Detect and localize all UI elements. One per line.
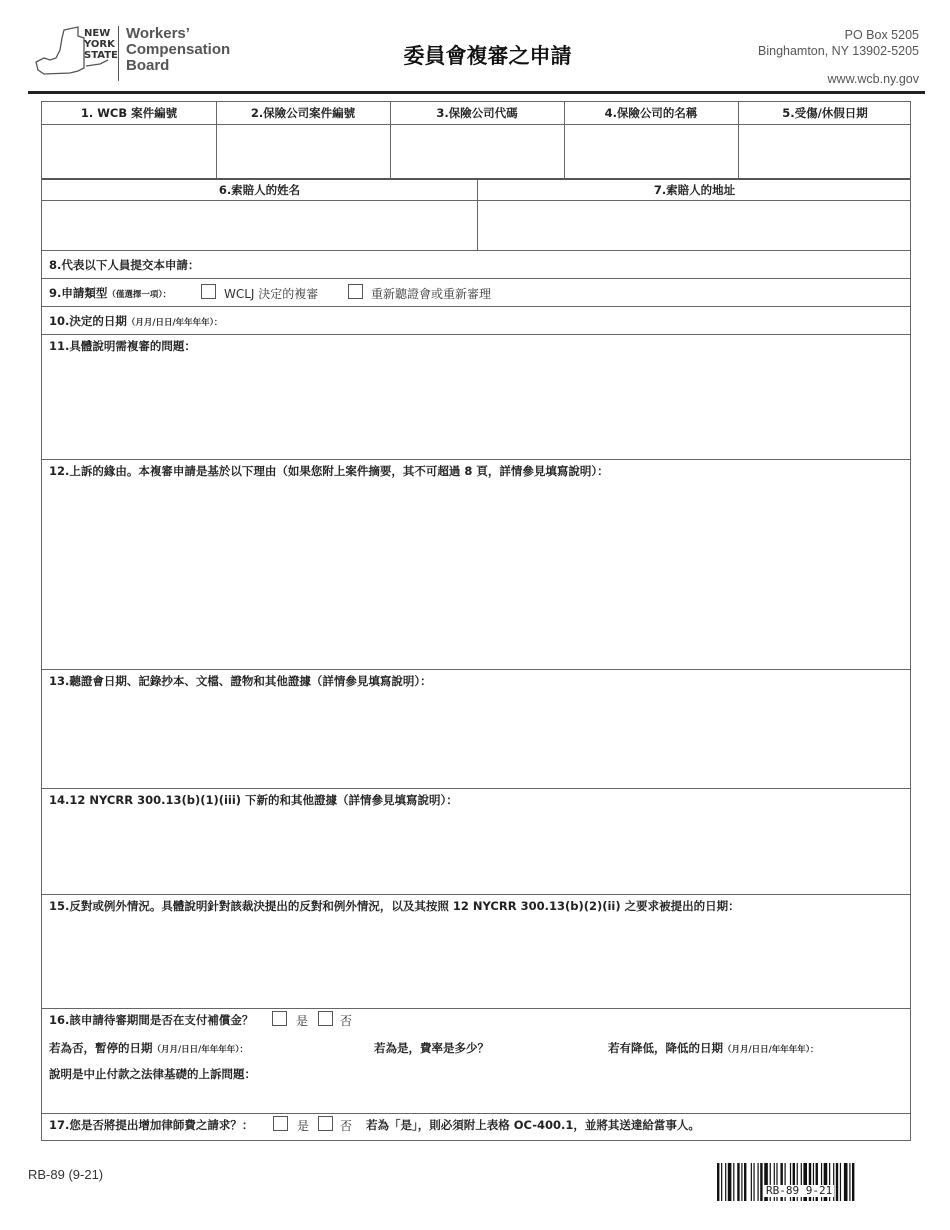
wclj-review-checkbox[interactable] bbox=[201, 284, 216, 299]
form-title: 委員會複審之申請 bbox=[403, 44, 572, 68]
objections-field[interactable] bbox=[42, 917, 912, 1008]
attorney-fee-no-label: 否 bbox=[340, 1119, 353, 1133]
field-8-label: 8.代表以下人員提交本申請： bbox=[49, 258, 200, 272]
field-12-label: 12.上訴的緣由。本複審申請是基於以下理由（如果您附上案件摘要，其不可超過 8 頁，詳情參見填寫說明）： bbox=[49, 464, 609, 478]
claimant-address-field[interactable] bbox=[478, 201, 912, 250]
col-header-claimant-name: 6.索賠人的姓名 bbox=[218, 183, 301, 197]
new-evidence-field[interactable] bbox=[42, 811, 912, 894]
field-10-label: 10.決定的日期（月月/日日/年年年年）： bbox=[49, 314, 223, 328]
compensation-no-label: 否 bbox=[340, 1014, 353, 1028]
col-header-carrier-code: 3.保險公司代碼 bbox=[436, 106, 518, 120]
attorney-fee-yes-label: 是 bbox=[297, 1119, 310, 1133]
compensation-yes-checkbox[interactable] bbox=[272, 1011, 287, 1026]
wclj-review-option-label: WCLJ 決定的複審 bbox=[224, 287, 319, 301]
field-16-label: 16.該申請待審期間是否在支付補償金？ bbox=[49, 1013, 254, 1027]
attorney-fee-yes-checkbox[interactable] bbox=[273, 1116, 288, 1131]
logo-org-name: Workers’ Compensation Board bbox=[126, 25, 231, 74]
wcb-case-number-field[interactable] bbox=[42, 125, 216, 178]
appeal-form bbox=[41, 101, 911, 1141]
suspension-date-label: 若為否，暫停的日期（月月/日日/年年年年）： bbox=[49, 1041, 248, 1055]
col-header-claimant-address: 7.索賠人的地址 bbox=[653, 183, 736, 197]
claimant-name-field[interactable] bbox=[42, 201, 477, 250]
rehearing-option-label: 重新聽證會或重新審理 bbox=[371, 287, 492, 301]
grounds-for-appeal-field[interactable] bbox=[42, 482, 912, 669]
compensation-no-checkbox[interactable] bbox=[318, 1011, 333, 1026]
col-header-injury-date: 5.受傷/休假日期 bbox=[782, 106, 868, 120]
logo-divider bbox=[118, 26, 119, 81]
mailing-address: PO Box 5205 Binghamton, NY 13902-5205 bbox=[758, 28, 919, 58]
header-divider bbox=[28, 91, 925, 94]
rehearing-checkbox[interactable] bbox=[348, 284, 363, 299]
col-header-carrier-case-number: 2.保險公司案件編號 bbox=[250, 106, 356, 120]
field-17-label: 17.您是否將提出增加律師費之請求？： bbox=[49, 1118, 254, 1132]
carrier-case-number-field[interactable] bbox=[217, 125, 390, 178]
carrier-code-field[interactable] bbox=[391, 125, 564, 178]
field-13-label: 13.聽證會日期、記錄抄本、文檔、證物和其他證據（詳情參見填寫說明）： bbox=[49, 674, 432, 688]
compensation-yes-label: 是 bbox=[296, 1014, 309, 1028]
attorney-fee-no-checkbox[interactable] bbox=[318, 1116, 333, 1131]
attorney-fee-note: 若為「是」，則必須附上表格 OC-400.1，並將其送達給當事人。 bbox=[366, 1118, 700, 1132]
rate-label: 若為是，費率是多少？ bbox=[374, 1041, 489, 1055]
form-number: RB-89 (9-21) bbox=[28, 1167, 104, 1182]
col-header-wcb-case-number: 1. WCB 案件編號 bbox=[80, 106, 178, 120]
hearing-evidence-field[interactable] bbox=[42, 692, 912, 788]
issues-for-review-field[interactable] bbox=[42, 356, 912, 459]
logo-state-text: NEW YORK STATE bbox=[84, 28, 118, 61]
field-15-label: 15.反對或例外情況。具體說明針對該裁決提出的反對和例外情況，以及其按照 12 NYCRR 300.13(b)(2)(ii) 之要求被提出的日期： bbox=[49, 899, 740, 913]
col-header-carrier-name: 4.保險公司的名稱 bbox=[604, 106, 698, 120]
field-9-label: 9.申請類型（僅選擇一項）： bbox=[49, 286, 172, 300]
carrier-name-field[interactable] bbox=[565, 125, 738, 178]
barcode-text: RB-89 9-21 bbox=[766, 1184, 833, 1197]
suspension-basis-label: 說明是中止付款之法律基礎的上訴問題： bbox=[49, 1067, 256, 1081]
injury-date-field[interactable] bbox=[739, 125, 912, 178]
field-14-label: 14.12 NYCRR 300.13(b)(1)(iii) 下新的和其他證據（詳情參見填寫說明）： bbox=[49, 793, 458, 807]
website-link[interactable]: www.wcb.ny.gov bbox=[827, 72, 919, 86]
field-11-label: 11.具體說明需複審的問題： bbox=[49, 339, 196, 353]
reduction-date-label: 若有降低，降低的日期（月月/日日/年年年年）： bbox=[608, 1041, 819, 1055]
